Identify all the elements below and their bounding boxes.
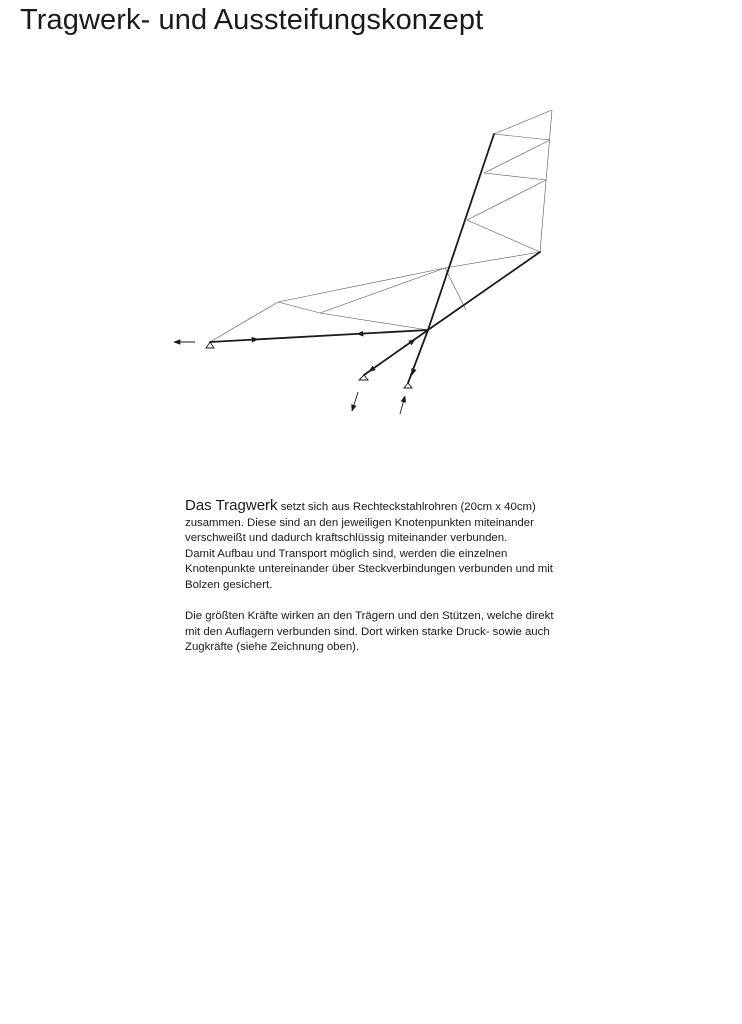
truss-main-members bbox=[210, 134, 540, 383]
lead-term: Das Tragwerk bbox=[185, 497, 278, 514]
paragraph-spacer bbox=[185, 594, 565, 610]
page-title: Tragwerk- und Aussteifungskonzept bbox=[20, 4, 484, 36]
paragraph-1 bbox=[185, 498, 565, 547]
paragraph-1-text: setzt sich aus Rechteckstahlrohren (20cm x 40cm) zusammen. Diese sind an den jeweiligen Knotenpunkten miteinander verschweißt und dadurch kraftschlüssig miteinander verbunden. bbox=[185, 501, 536, 545]
paragraph-2: Damit Aufbau und Transport möglich sind, werden die einzelnen Knotenpunkte untereinander über Steckverbindungen verbunden und mit Bolzen gesichert. bbox=[185, 547, 553, 591]
support-triangle-icon bbox=[206, 342, 412, 388]
reaction-arrows bbox=[174, 342, 405, 414]
truss-thin-members bbox=[210, 110, 552, 342]
paragraph-3: Die größten Kräfte wirken an den Trägern und den Stützen, welche direkt mit den Auflagern verbunden sind. Dort wirken starke Druck- sowie auch Zugkräfte (siehe Zeichnung oben). bbox=[185, 610, 554, 654]
structure-diagram bbox=[0, 0, 742, 460]
description-text bbox=[185, 498, 565, 656]
